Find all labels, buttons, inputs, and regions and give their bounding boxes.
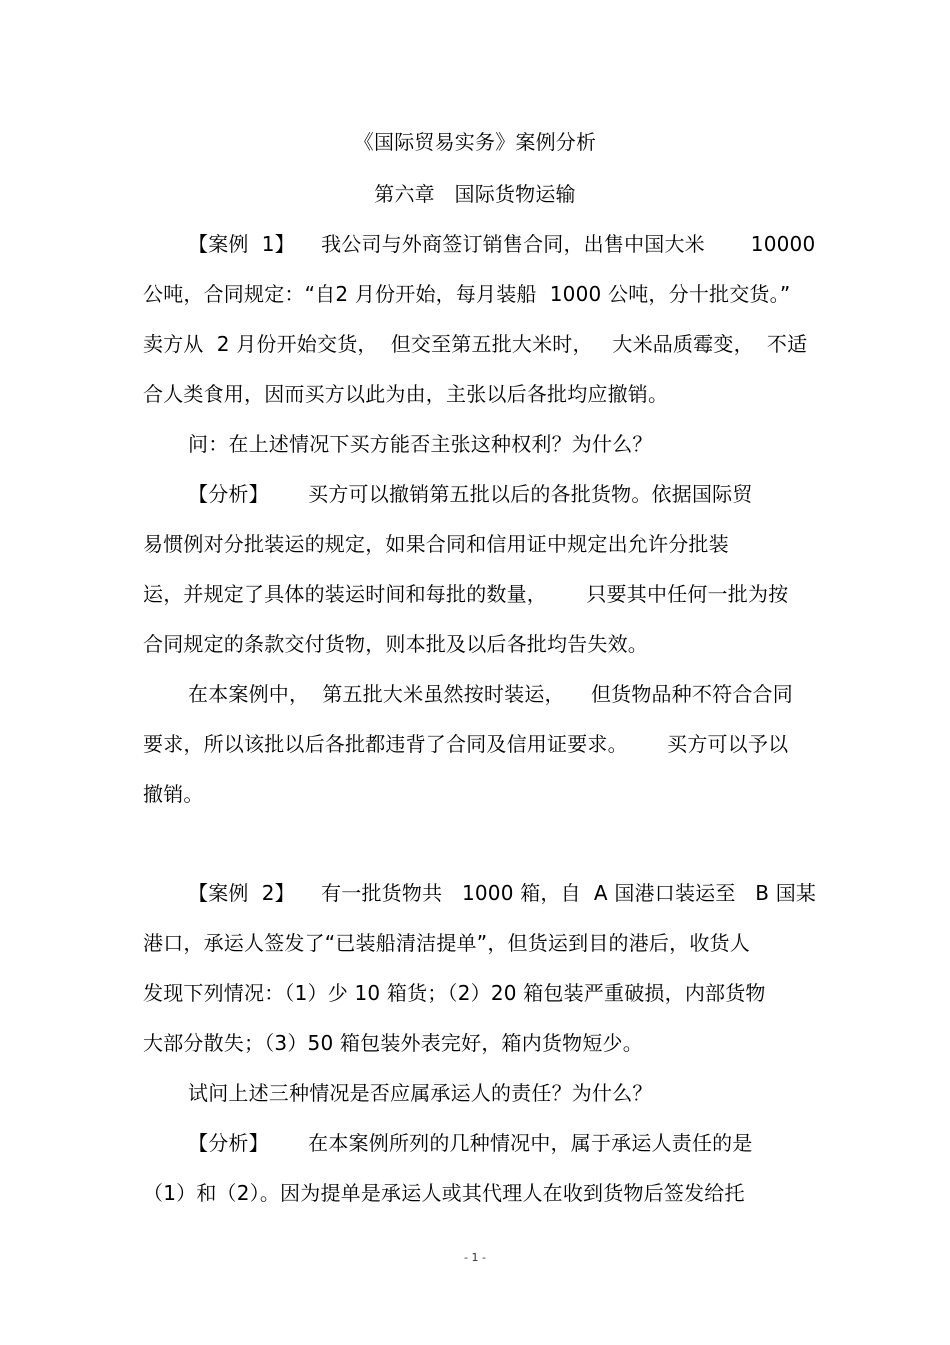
paragraph-line: 卖方从 2 月份开始交货， 但交至第五批大米时， 大米品质霉变， 不适 [143, 332, 808, 356]
paragraph-line: 问：在上述情况下买方能否主张这种权利？为什么？ [188, 432, 653, 456]
paragraph-line: 易惯例对分批装运的规定，如果合同和信用证中规定出允许分批装 [143, 532, 729, 556]
paragraph-line: 公吨，合同规定：“自2 月份开始，每月装船 1000 公吨，分十批交货。” [143, 282, 791, 306]
paragraph-line: 运，并规定了具体的装运时间和每批的数量， 只要其中任何一批为按 [143, 582, 789, 606]
paragraph-line: （1）和（2）。因为提单是承运人或其代理人在收到货物后签发给托 [143, 1181, 745, 1205]
paragraph-line: 【分析】 买方可以撤销第五批以后的各批货物。依据国际贸 [188, 482, 753, 506]
paragraph-line: 大部分散失；（3）50 箱包装外表完好，箱内货物短少。 [143, 1031, 643, 1055]
document-title: 《国际贸易实务》案例分析 [353, 130, 597, 154]
paragraph-line: 【案例 1】 我公司与外商签订销售合同，出售中国大米 10000 [188, 232, 816, 256]
paragraph-line: 【案例 2】 有一批货物共 1000 箱，自 A 国港口装运至 B 国某 [188, 881, 817, 905]
paragraph-line: 要求，所以该批以后各批都违背了合同及信用证要求。 买方可以予以 [143, 732, 789, 756]
paragraph-line: 试问上述三种情况是否应属承运人的责任？为什么？ [188, 1081, 653, 1105]
paragraph-line: 撤销。 [143, 782, 204, 806]
page-number: - 1 - [464, 1251, 486, 1264]
chapter-heading: 第六章 国际货物运输 [374, 182, 576, 206]
paragraph-line: 在本案例中， 第五批大米虽然按时装运， 但货物品种不符合合同 [188, 682, 793, 706]
paragraph-line: 发现下列情况：（1）少 10 箱货；（2）20 箱包装严重破损，内部货物 [143, 981, 766, 1005]
paragraph-line: 【分析】 在本案例所列的几种情况中，属于承运人责任的是 [188, 1131, 753, 1155]
paragraph-line: 港口，承运人签发了“已装船清洁提单”，但货运到目的港后，收货人 [143, 931, 750, 955]
paragraph-line: 合人类食用，因而买方以此为由，主张以后各批均应撤销。 [143, 382, 669, 406]
paragraph-line: 合同规定的条款交付货物，则本批及以后各批均告失效。 [143, 632, 648, 656]
